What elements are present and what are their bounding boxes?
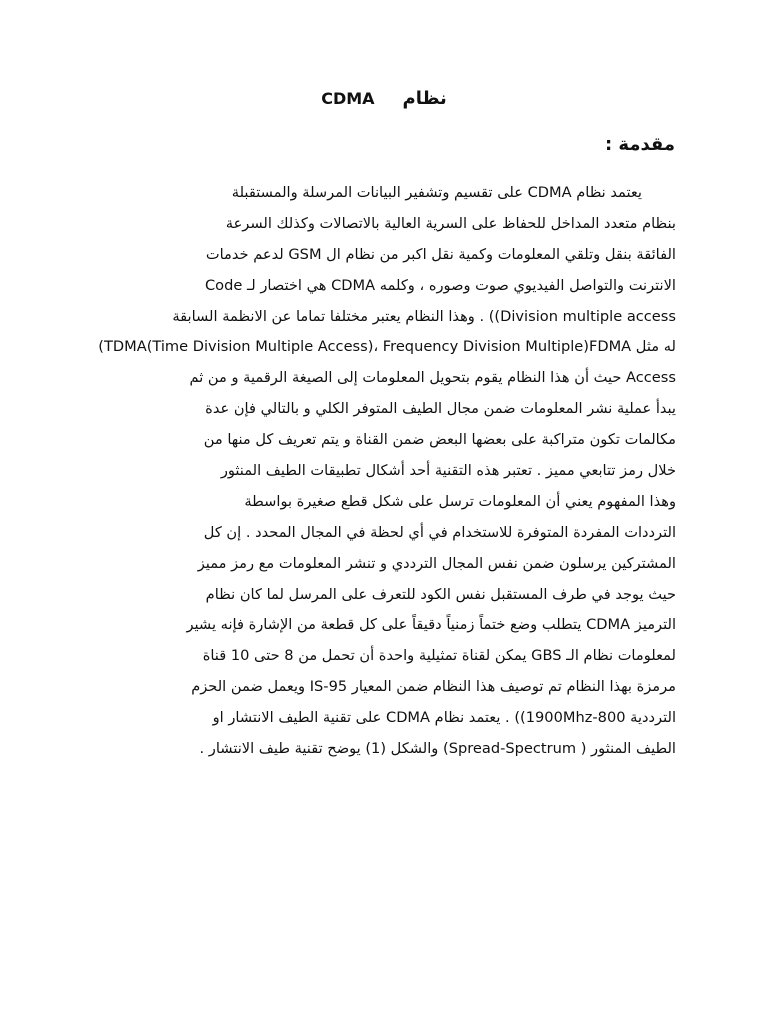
document-title [0,88,768,109]
paragraph-line: Division multiple access)) . وهذا النظام يعتبر مختلفا تماما عن الانظمة السابقة [172,307,676,325]
body-paragraph [76,178,676,765]
paragraph-line: الترددية 800-1900Mhz)) . يعتمد نظام CDMA على تقنية الطيف الانتشار او [212,709,676,727]
paragraph-line: لمعلومات نظام الـ GBS يمكن لقناة تمثيلية واحدة أن تحمل من 8 حتى 10 قناة [202,647,676,665]
paragraph-line: يعتمد نظام CDMA على تقسيم وتشفير البيانات المرسلة والمستقبلة [231,184,642,201]
paragraph-line: خلال رمز تتابعي مميز . تعتبر هذه التقنية أحد أشكال تطبيقات الطيف المنثور [220,462,676,480]
title-latin: CDMA [321,89,375,108]
paragraph-line: الترميز CDMA يتطلب وضع ختماً زمنياً دقيقاً على كل قطعة من الإشارة فإنه يشير [186,616,676,634]
paragraph-line: مكالمات تكون متراكبة على بعضها البعض ضمن القناة و يتم تعريف كل منها من [203,431,676,449]
title-arabic: نظام [402,88,447,109]
paragraph-line: الفائقة بنقل وتلقي المعلومات وكمية نقل اكبر من نظام ال GSM لدعم خدمات [205,245,676,263]
paragraph-line: الطيف المنثور ( Spread-Spectrum) والشكل (1) يوضح تقنية طيف الانتشار . [199,740,676,758]
paragraph-line: وهذا المفهوم يعني أن المعلومات ترسل على شكل قطع صغيرة بواسطة [244,492,676,510]
paragraph-line: له مثل TDMA(Time Division Multiple Access)، Frequency Division Multiple)FDMA) [98,338,676,356]
paragraph-line: Access حيث أن هذا النظام يقوم بتحويل المعلومات إلى الصيغة الرقمية و من ثم [189,369,676,387]
section-heading: مقدمة : [604,134,675,155]
paragraph-line: مرمزة بهذا النظام تم توصيف هذا النظام ضمن المعيار IS-95 ويعمل ضمن الحزم [191,678,676,696]
paragraph-line: حيث يوجد في طرف المستقبل نفس الكود للتعرف على المرسل لما كان نظام [205,585,676,603]
paragraph-line: بنظام متعدد المداخل للحفاظ على السرية العالية بالاتصالات وكذلك السرعة [225,214,676,232]
paragraph-line: الانترنت والتواصل الفيديوي صوت وصوره ، وكلمه CDMA هي اختصار لـ Code [204,276,676,294]
paragraph-line: المشتركين يرسلون ضمن نفس المجال الترددي و تنشر المعلومات مع رمز مميز [197,554,676,572]
paragraph-line: الترددات المفردة المتوفرة للاستخدام في أي لحظة في المجال المحدد . إن كل [203,523,676,541]
paragraph-line: يبدأ عملية نشر المعلومات ضمن مجال الطيف المتوفر الكلي و بالتالي فإن عدة [205,400,676,418]
